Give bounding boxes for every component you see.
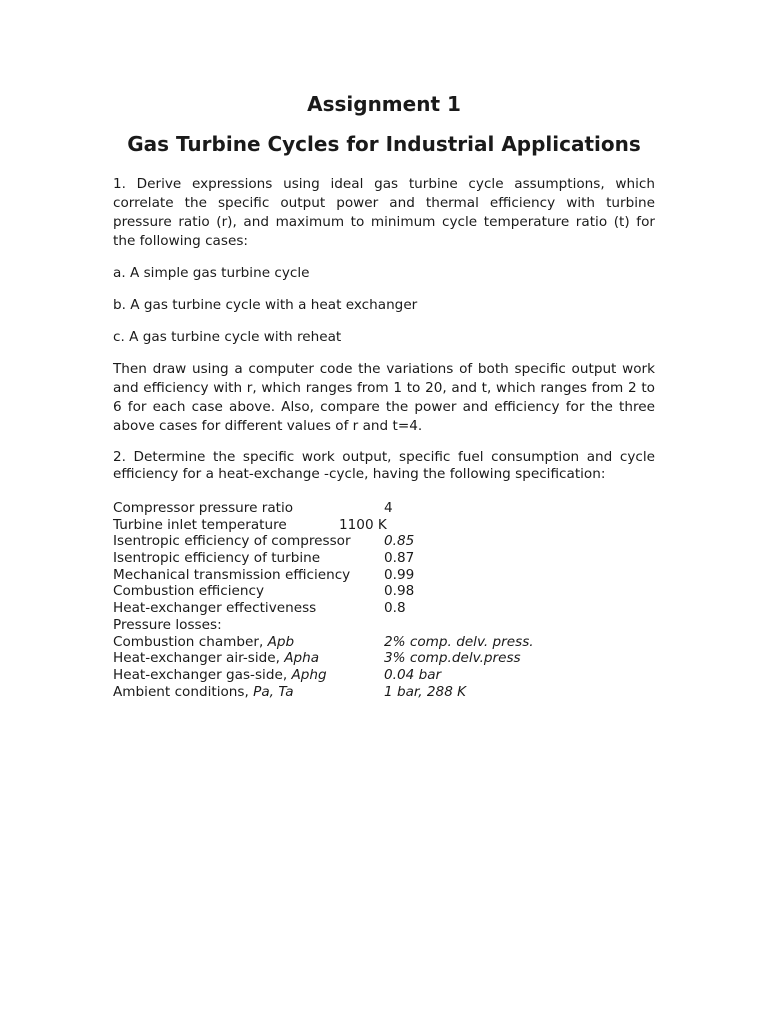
spec-label: Ambient conditions, Pa, Ta: [113, 683, 294, 700]
spec-row: [113, 684, 655, 701]
question-2-text: 2. Determine the specific work output, specific fuel consumption and cycle efficiency for a heat-exchange -cycle, having the following specification:: [113, 449, 655, 482]
document-page: [113, 90, 655, 700]
spec-row: [113, 600, 655, 617]
spec-label: Compressor pressure ratio: [113, 500, 294, 516]
spec-value: 4: [384, 500, 393, 516]
spec-value: 3% comp.delv.press: [384, 650, 521, 667]
spec-label: Combustion chamber, Apb: [113, 633, 295, 650]
spec-label: Pressure losses:: [113, 616, 222, 633]
case-item-b: b. A gas turbine cycle with a heat exchanger: [113, 297, 418, 313]
spec-value: 2% comp. delv. press.: [384, 633, 534, 650]
spec-label: Combustion efficiency: [113, 583, 264, 600]
spec-label: Turbine inlet temperature: [113, 516, 287, 533]
spec-row: [113, 533, 655, 550]
case-item-c: c. A gas turbine cycle with reheat: [113, 329, 342, 345]
spec-row: [113, 617, 655, 634]
spec-row: [113, 567, 655, 584]
spec-symbol: Apha: [284, 650, 320, 667]
spec-symbol: Pa, Ta: [253, 683, 294, 700]
spec-value: 0.85: [384, 533, 415, 550]
specification-list: [113, 500, 655, 700]
spec-label: Heat-exchanger effectiveness: [113, 600, 317, 617]
spec-row: [113, 550, 655, 567]
spec-row: [113, 634, 655, 651]
spec-value: 1 bar, 288 K: [384, 683, 467, 700]
spec-value: 0.04 bar: [384, 666, 442, 683]
spec-symbol: Apb: [267, 633, 295, 650]
case-item-a: a. A simple gas turbine cycle: [113, 265, 310, 281]
spec-value: 0.99: [384, 566, 415, 583]
spec-row: [113, 517, 655, 534]
spec-row: [113, 500, 655, 517]
question-1-text: 1. Derive expressions using ideal gas turbine cycle assumptions, which correlate the specific output power and thermal efficiency with turbine pressure ratio (r), and maximum to minimum cycle temperature ratio (t) for the following cases:: [113, 176, 655, 249]
spec-label: Heat-exchanger gas-side, Aphg: [113, 666, 327, 683]
spec-value: 1100 K: [339, 516, 387, 533]
instructions-paragraph: Then draw using a computer code the variations of both specific output work and efficiency with r, which ranges from 1 to 20, and t, which ranges from 2 to 6 for each case above. Also, compare the power and efficiency for the three above cases for different values of r and t=4.: [113, 361, 655, 434]
spec-symbol: Aphg: [291, 666, 327, 683]
spec-label: Heat-exchanger air-side, Apha: [113, 650, 320, 667]
spec-label: Isentropic efficiency of compressor: [113, 533, 351, 550]
spec-value: 0.98: [384, 583, 415, 600]
document-title: Assignment 1: [307, 92, 461, 116]
spec-label: Mechanical transmission efficiency: [113, 566, 351, 583]
spec-row: [113, 650, 655, 667]
spec-row: [113, 583, 655, 600]
spec-value: 0.87: [384, 550, 415, 567]
spec-value: 0.8: [384, 600, 406, 617]
spec-row: [113, 667, 655, 684]
spec-label: Isentropic efficiency of turbine: [113, 550, 321, 567]
document-subtitle: Gas Turbine Cycles for Industrial Applications: [127, 132, 641, 156]
